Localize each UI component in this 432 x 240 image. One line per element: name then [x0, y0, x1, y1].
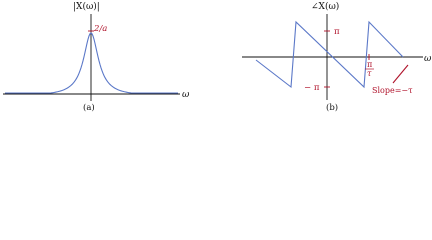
panel-a-caption: (a): [83, 103, 95, 113]
magnitude-axis-label: |X(ω)|: [73, 2, 100, 12]
panel-b-omega-label: ω: [424, 54, 432, 64]
peak-value-label: 2/a: [94, 24, 108, 34]
magnitude-curve: [5, 33, 178, 93]
panel-b-caption: (b): [326, 103, 339, 113]
slope-pointer: [393, 65, 408, 83]
phase-axis-label: ∠X(ω): [311, 2, 340, 12]
figure-canvas: [0, 0, 432, 117]
neg-pi-label: − π: [304, 83, 320, 93]
pi-over-tau-denominator: τ: [367, 69, 372, 78]
panel-a: [3, 1, 190, 113]
slope-label: Slope=−τ: [372, 86, 413, 95]
pi-label: π: [334, 27, 340, 37]
panel-a-omega-label: ω: [182, 90, 190, 100]
phase-sawtooth: [256, 22, 403, 87]
pi-over-tau-numerator: π: [367, 60, 373, 69]
pi-over-tau-label: [365, 60, 374, 78]
panel-b: [242, 1, 432, 113]
